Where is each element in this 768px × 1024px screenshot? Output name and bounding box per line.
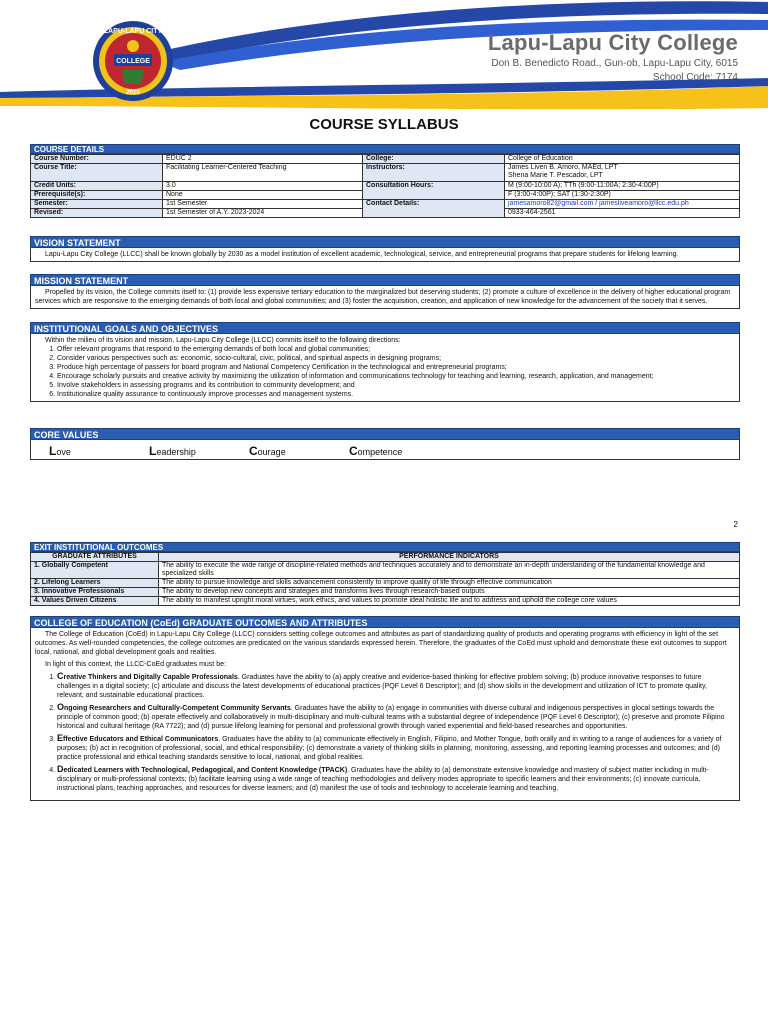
list-item: 2. Consider various perspectives such as: economic, socio-cultural, civic, political, and spiritual aspects in designing programs; bbox=[57, 354, 735, 363]
field-value: 1st Semester bbox=[163, 200, 363, 209]
field-value: EDUC 2 bbox=[163, 155, 363, 164]
list-item: 3. Effective Educators and Ethical Communicators. Graduates have the ability to (a) communicate effectively in English, Filipino, and Mother Tongue, both orally and in writing to a range of audiences for a variety of purposes; (b) act in recognition of professional, social, and ethical responsibility; (c) demonstrate a variety of thinking skills in planning, monitoring, assessing, and reporting learning processes and outcomes; and (d) practice professional and ethical teaching standards sensitive to local, national, and global realities. bbox=[57, 734, 735, 762]
course-details-heading: COURSE DETAILS bbox=[30, 144, 740, 154]
coed-outcomes-body bbox=[30, 628, 740, 801]
table-row bbox=[31, 182, 740, 191]
field-value bbox=[505, 200, 740, 209]
list-item: 2. Ongoing Researchers and Culturally-Competent Community Servants. Graduates have the ability to (a) engage in communities with diverse cultural and indigenous perspectives in glocal settings towards the principle of common good; (b) operate effectively and collaboratively in multi-disciplinary and multi-cultural teams with a substantial degree of independence (PQF Level 6 Descriptor); (c) preserve and promote Filipino historical and cultural heritage (RA 7722); and (d) pursue lifelong learning for personal and professional growth through varied experiential and field-based researches and opportunities. bbox=[57, 703, 735, 731]
page-number: 2 bbox=[733, 520, 738, 529]
core-values-row bbox=[30, 440, 740, 460]
mission-heading: MISSION STATEMENT bbox=[30, 274, 740, 286]
mission-section bbox=[30, 274, 740, 309]
page-header bbox=[0, 0, 768, 118]
document-title: COURSE SYLLABUS bbox=[309, 116, 459, 133]
table-row: 1. Globally Competent The ability to execute the wide range of discipline-related methods and techniques accurately and to demonstrate an in-depth understanding of the fundamental knowledge and specialized skills bbox=[31, 562, 740, 579]
goals-section bbox=[30, 322, 740, 402]
list-item: 3. Produce high percentage of passers for board program and National Competency Certification in the technological and entrepreneurial programs; bbox=[57, 363, 735, 372]
svg-text:2020: 2020 bbox=[126, 90, 140, 96]
list-item: 4. Encourage scholarly pursuits and creative activity by maximizing the utilization of information and communications technology for teaching and learning, research, application, and management; bbox=[57, 372, 735, 381]
field-label: College: bbox=[363, 155, 505, 164]
school-code: School Code: 7174 bbox=[652, 72, 738, 83]
list-item: 5. Involve stakeholders in assessing programs and its contribution to community development; and bbox=[57, 381, 735, 390]
exit-outcomes-heading: EXIT INSTITUTIONAL OUTCOMES bbox=[30, 542, 740, 552]
field-label: Course Title: bbox=[31, 164, 163, 182]
vision-section bbox=[30, 236, 740, 262]
svg-text:COLLEGE: COLLEGE bbox=[116, 58, 150, 65]
svg-text:LAPU-LAPU CITY: LAPU-LAPU CITY bbox=[103, 28, 163, 35]
exit-outcomes-table bbox=[30, 552, 740, 606]
instructor-2: Shena Marie T. Pescador, LPT bbox=[508, 172, 603, 179]
field-value: Facilitating Learner-Centered Teaching bbox=[163, 164, 363, 182]
column-header: PERFORMANCE INDICATORS bbox=[159, 553, 740, 562]
email-link[interactable]: jamesamoro82@gmail.com / jamesliveamoro@llcc.edu.ph bbox=[508, 200, 689, 207]
mission-text: Propelled by its vision, the College commits itself to: (1) provide less expensive tertiary education to the marginalized but deserving students; (2) promote a culture of excellence in the delivery of higher educational program services which are responsive to the emerging demands of both local and global communities; and (3) foster the acquisition, creation, and application of new knowledge for the advancement of the society that it serves. bbox=[30, 286, 740, 309]
list-item: 1. Offer relevant programs that respond to the emerging demands of both local and global communities; bbox=[57, 345, 735, 354]
core-value-love: Love bbox=[49, 444, 71, 458]
field-value: F (3:00-4:00P); SAT (1:30-2:30P) bbox=[505, 191, 740, 200]
course-details-table bbox=[30, 154, 740, 218]
table-row bbox=[31, 164, 740, 182]
field-label: Revised: bbox=[31, 209, 163, 218]
goals-list bbox=[57, 345, 735, 399]
field-label: Semester: bbox=[31, 200, 163, 209]
goals-heading: INSTITUTIONAL GOALS AND OBJECTIVES bbox=[30, 322, 740, 334]
core-value-courage: Courage bbox=[249, 444, 286, 458]
field-value: 3.0 bbox=[163, 182, 363, 191]
field-label: Credit Units: bbox=[31, 182, 163, 191]
college-address: Don B. Benedicto Road., Gun-ob, Lapu-Lapu City, 6015 bbox=[491, 58, 738, 69]
table-header-row bbox=[31, 553, 740, 562]
table-row bbox=[31, 200, 740, 209]
goals-intro: Within the milieu of its vision and mission, Lapu-Lapu City College (LLCC) commits itself to the following directions: bbox=[45, 337, 401, 344]
list-item: 4. Dedicated Learners with Technological, Pedagogical, and Content Knowledge (TPACK). Graduates have the ability to (a) demonstrate extensive knowledge and mastery of subject matter including in multi-disciplinary or multi-professional contexts; (b) facilitate learning using a wide range of teaching methodologies and delivery modes appropriate to specific learners and their environments; (c) innovate curricula, instructional plans, teaching approaches, and resources for diverse learners; and (d) manifest the use of tools and technology to accelerate learning and teaching. bbox=[57, 765, 735, 793]
coed-outcomes-section bbox=[30, 616, 740, 801]
core-value-leadership: Leadership bbox=[149, 444, 196, 458]
course-details-section bbox=[30, 144, 740, 218]
college-name: Lapu-Lapu City College bbox=[487, 30, 738, 55]
core-values-heading: CORE VALUES bbox=[30, 428, 740, 440]
field-label: Course Number: bbox=[31, 155, 163, 164]
field-label: Instructors: bbox=[363, 164, 505, 182]
table-row: 4. Values Driven Citizens The ability to manifest upright moral virtues, work ethics, and values to promote ideal holistic life and to address and uphold the college core values bbox=[31, 597, 740, 606]
field-value: 1st Semester of A.Y. 2023-2024 bbox=[163, 209, 363, 218]
table-row bbox=[31, 155, 740, 164]
coed-outcomes-heading: COLLEGE OF EDUCATION (CoEd) GRADUATE OUTCOMES AND ATTRIBUTES bbox=[30, 616, 740, 628]
phone-number: 0933-464-2561 bbox=[505, 209, 740, 218]
vision-heading: VISION STATEMENT bbox=[30, 236, 740, 248]
column-header: GRADUATE ATTRIBUTES bbox=[31, 553, 159, 562]
college-seal-logo bbox=[92, 20, 174, 102]
instructor-1: James Liven B. Amoro, MAEd, LPT bbox=[508, 164, 618, 171]
table-row: 3. Innovative Professionals The ability to develop new concepts and strategies and transforms lives through research-based outputs bbox=[31, 588, 740, 597]
list-item: 1. Creative Thinkers and Digitally Capable Professionals. Graduates have the ability to (a) apply creative and evidence-based thinking for effective problem solving; (b) produce innovative responses to future challenges in a digital society; (c) articulate and discuss the latest developments of educational practices (PQF Level 6 Descriptor); and (d) show skills in the development and utilization of ICT to promote quality, relevant, and sustainable educational practices. bbox=[57, 672, 735, 700]
field-value: College of Education bbox=[505, 155, 740, 164]
field-value bbox=[505, 164, 740, 182]
list-item: 6. Institutionalize quality assurance to continuously improve processes and management systems. bbox=[57, 390, 735, 399]
exit-outcomes-section bbox=[30, 542, 740, 606]
field-label: Contact Details: bbox=[363, 200, 505, 218]
field-label: Consultation Hours: bbox=[363, 182, 505, 200]
core-value-competence: Competence bbox=[349, 444, 403, 458]
field-value: M (9:00-10:00 A); TTh (9:00-11:00A; 2:30-4:00P) bbox=[505, 182, 740, 191]
core-values-section bbox=[30, 428, 740, 460]
coed-lead: In light of this context, the LLCC-CoEd graduates must be: bbox=[45, 661, 226, 668]
vision-text: Lapu-Lapu City College (LLCC) shall be known globally by 2030 as a model institution of excellent academic, technological, service, and entrepreneurial programs that prepare students for lifelong learning. bbox=[30, 248, 740, 262]
goals-body bbox=[30, 334, 740, 402]
table-row: 2. Lifelong Learners The ability to pursue knowledge and skills advancement consistently to improve quality of life through effective communication bbox=[31, 579, 740, 588]
field-label: Prerequisite(s): bbox=[31, 191, 163, 200]
field-value: None bbox=[163, 191, 363, 200]
coed-outcomes-list bbox=[57, 672, 735, 793]
coed-intro: The College of Education (CoEd) in Lapu-Lapu City College (LLCC) considers setting college outcomes and attributes as part of standardizing quality of products and operating programs with efficiency in light of the set outcomes. As well-rounded competencies, the college outcomes are predicated on the various standards expressed herein. Therefore, the graduates of the CoEd must uphold and demonstrate these exit outcomes to support local, national, and global development goals and realities. bbox=[35, 631, 727, 656]
